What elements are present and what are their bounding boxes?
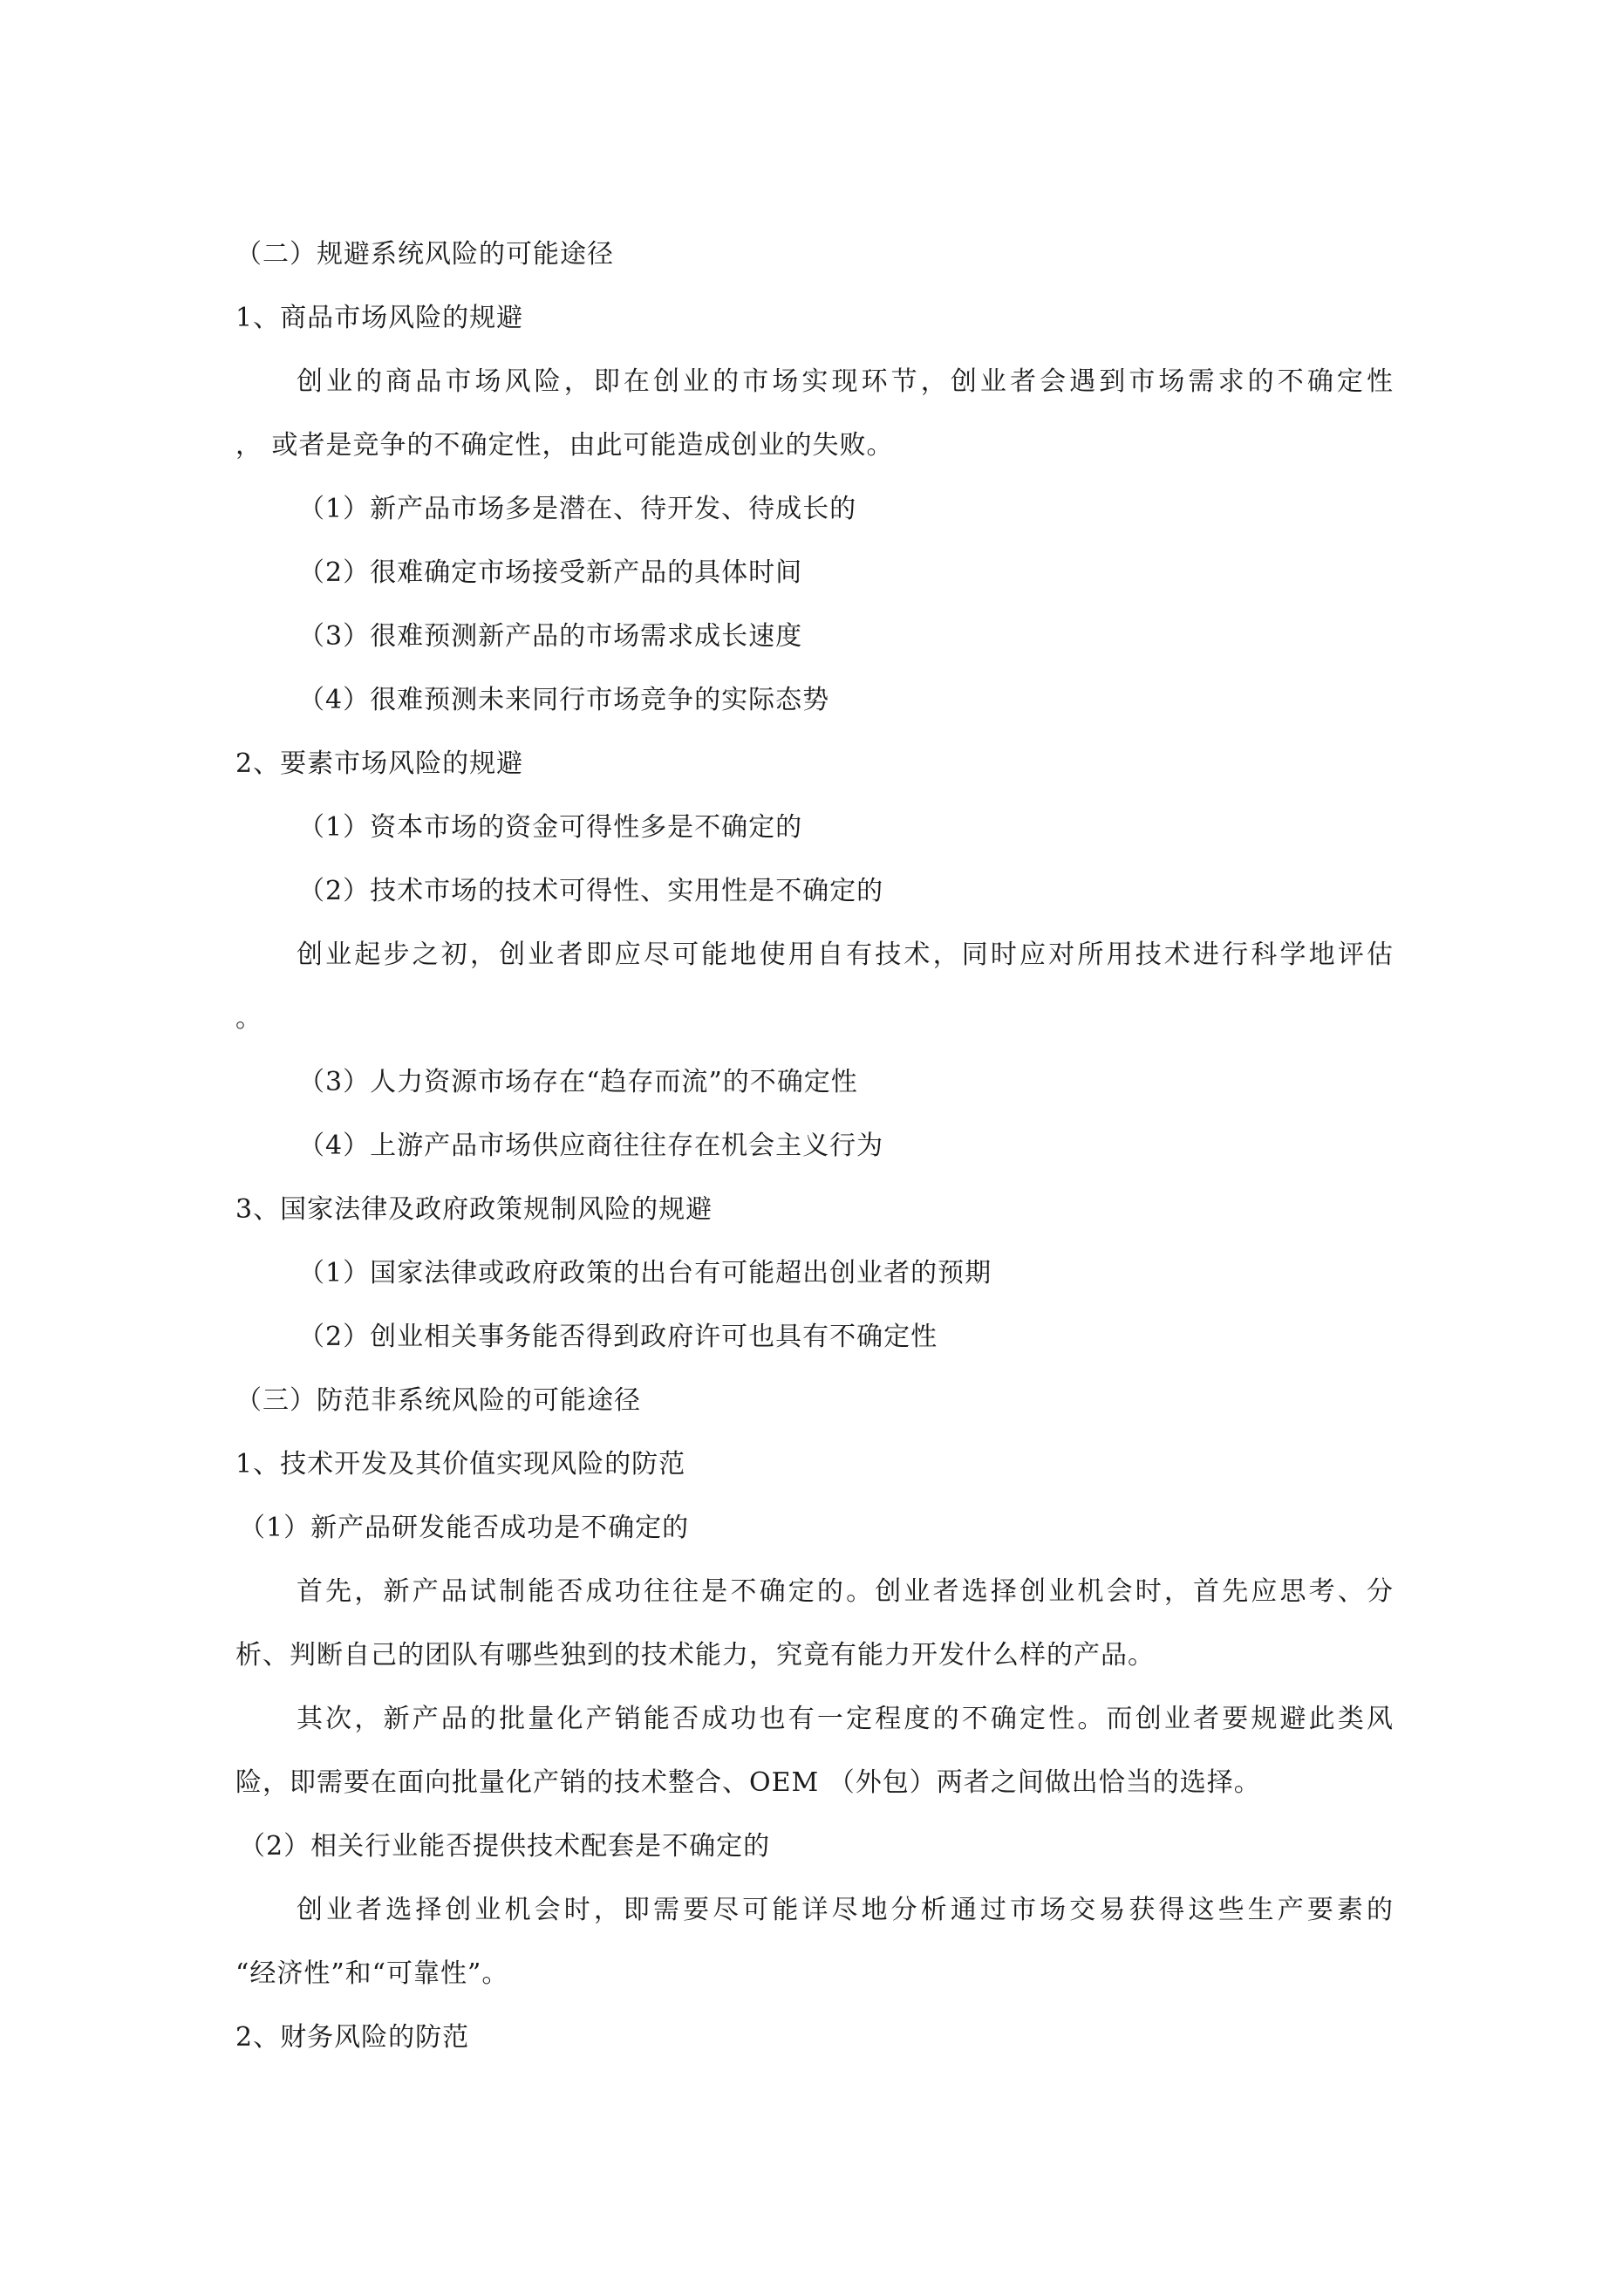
list-item: （2）创业相关事务能否得到政府许可也具有不确定性 [298,1322,938,1352]
subheading-law-policy-risk: 3、国家法律及政府政策规制风险的规避 [235,1194,713,1225]
list-item: （3）人力资源市场存在“趋存而流”的不确定性 [298,1067,858,1097]
paragraph-line: 。 [235,1003,263,1034]
list-item: （2）相关行业能否提供技术配套是不确定的 [239,1831,771,1862]
subheading-financial-risk: 2、财务风险的防范 [235,2022,470,2053]
subheading-commodity-market-risk: 1、商品市场风险的规避 [235,303,524,333]
paragraph-line: 创业的商品市场风险，即在创业的市场实现环节，创业者会遇到市场需求的不确定性 [297,366,1394,397]
paragraph-line: ， 或者是竞争的不确定性，由此可能造成创业的失败。 [235,430,894,461]
paragraph-line: 其次，新产品的批量化产销能否成功也有一定程度的不确定性。而创业者要规避此类风 [297,1704,1394,1734]
paragraph-line: 险，即需要在面向批量化产销的技术整合、OEM （外包）两者之间做出恰当的选择。 [235,1767,1261,1798]
list-item: （1）资本市场的资金可得性多是不确定的 [298,812,803,843]
paragraph-line: 创业起步之初，创业者即应尽可能地使用自有技术，同时应对所用技术进行科学地评估 [297,940,1394,970]
list-item: （4）上游产品市场供应商往往存在机会主义行为 [298,1131,884,1161]
paragraph-line: 创业者选择创业机会时，即需要尽可能详尽地分析通过市场交易获得这些生产要素的 [297,1895,1394,1925]
list-item: （4）很难预测未来同行市场竞争的实际态势 [298,685,830,715]
list-item: （2）很难确定市场接受新产品的具体时间 [298,557,803,588]
section-heading-avoid-systemic-risk: （二）规避系统风险的可能途径 [235,239,614,270]
list-item: （2）技术市场的技术可得性、实用性是不确定的 [298,876,884,906]
list-item: （1）国家法律或政府政策的出台有可能超出创业者的预期 [298,1258,992,1288]
list-item: （1）新产品市场多是潜在、待开发、待成长的 [298,494,857,524]
list-item: （3）很难预测新产品的市场需求成长速度 [298,621,803,652]
section-heading-prevent-nonsystemic-risk: （三）防范非系统风险的可能途径 [235,1385,641,1416]
subheading-factor-market-risk: 2、要素市场风险的规避 [235,748,524,779]
paragraph-line: “经济性”和“可靠性”。 [235,1958,509,1989]
paragraph-line: 析、判断自己的团队有哪些独到的技术能力，究竟有能力开发什么样的产品。 [235,1640,1155,1671]
subheading-tech-development-risk: 1、技术开发及其价值实现风险的防范 [235,1449,686,1479]
paragraph-line: 首先，新产品试制能否成功往往是不确定的。创业者选择创业机会时，首先应思考、分 [297,1576,1394,1607]
list-item: （1）新产品研发能否成功是不确定的 [239,1513,690,1543]
